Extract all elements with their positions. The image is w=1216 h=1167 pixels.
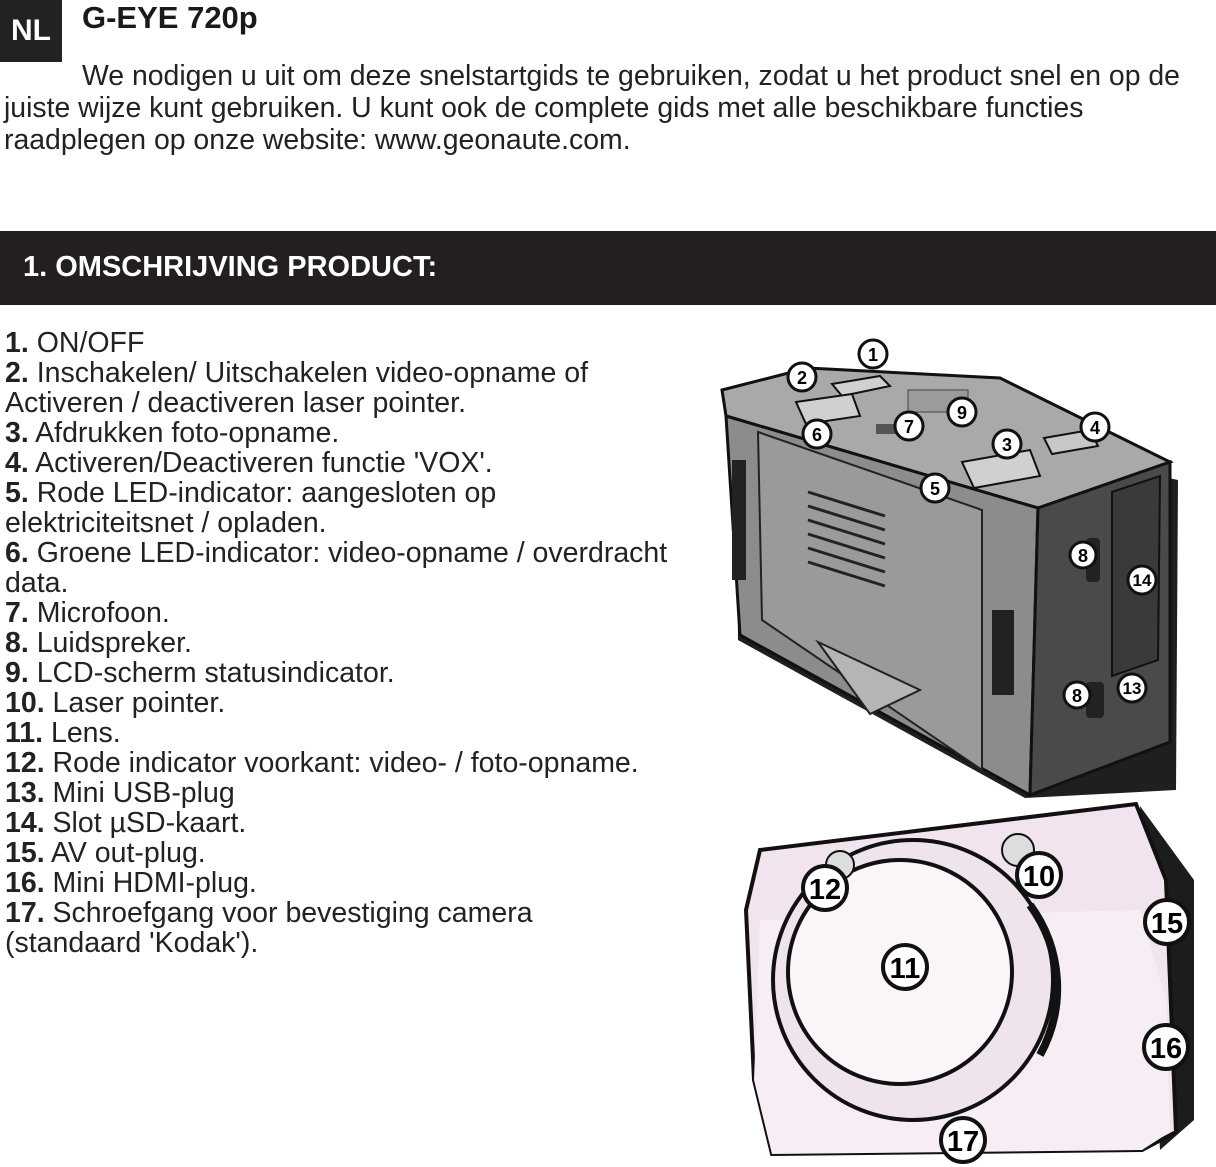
- part-description: Lens.: [50, 717, 121, 749]
- part-item: [5, 478, 670, 538]
- part-description: Activeren/Deactiveren functie 'VOX'.: [35, 447, 493, 479]
- part-number: 11.: [5, 717, 44, 749]
- callout: [941, 1118, 985, 1162]
- part-item: [5, 538, 670, 598]
- camera-figure: [700, 320, 1216, 1167]
- callout: [883, 945, 927, 989]
- callout-label: 10: [1022, 861, 1056, 893]
- callout-label: 11: [889, 953, 921, 985]
- part-description: Schroefgang voor bevestiging camera (standaard 'Kodak').: [5, 897, 533, 959]
- part-description: Rode indicator voorkant: video- / foto-opname.: [52, 747, 639, 779]
- part-number: 7.: [5, 597, 29, 629]
- part-description: Inschakelen/ Uitschakelen video-opname of Activeren / deactiveren laser pointer.: [5, 357, 589, 419]
- section-title: 1. OMSCHRIJVING PRODUCT:: [23, 251, 438, 283]
- part-description: Microfoon.: [36, 597, 170, 629]
- callout-label: 17: [946, 1126, 980, 1158]
- part-number: 3.: [5, 417, 29, 449]
- part-item: [5, 448, 670, 478]
- part-description: Groene LED-indicator: video-opname / overdracht data.: [5, 537, 668, 599]
- part-number: 12.: [5, 747, 45, 779]
- callout: [1064, 682, 1090, 708]
- callout: [895, 412, 923, 440]
- part-description: Mini USB-plug: [52, 777, 235, 809]
- part-number: 5.: [5, 477, 29, 509]
- part-item: [5, 418, 670, 448]
- part-item: [5, 778, 670, 808]
- callout-label: 16: [1149, 1033, 1183, 1065]
- callout: [803, 866, 847, 910]
- part-item: [5, 658, 670, 688]
- callout-label: 15: [1150, 908, 1184, 940]
- callout: [1144, 1025, 1188, 1069]
- part-description: AV out-plug.: [50, 837, 206, 869]
- part-description: Laser pointer.: [52, 687, 226, 719]
- section-header-bar: [0, 231, 1216, 305]
- callout-label: 4: [1089, 418, 1101, 438]
- callout: [859, 340, 887, 368]
- camera-back-view: [722, 368, 1178, 798]
- part-number: 2.: [5, 357, 29, 389]
- part-item: [5, 598, 670, 628]
- callout-label: 8: [1071, 686, 1083, 706]
- callout-label: 12: [808, 874, 842, 906]
- part-item: [5, 358, 670, 418]
- callout-label: 8: [1077, 546, 1089, 566]
- callout: [948, 398, 976, 426]
- callout-label: 1: [867, 345, 879, 365]
- page-title: G-EYE 720p: [82, 0, 258, 35]
- callout: [1145, 900, 1189, 944]
- callout-label: 3: [1001, 435, 1013, 455]
- part-number: 15.: [5, 837, 45, 869]
- callout: [1081, 413, 1109, 441]
- part-item: [5, 718, 670, 748]
- callout-label: 9: [956, 403, 968, 423]
- parts-list: [5, 328, 670, 958]
- part-description: Mini HDMI-plug.: [52, 867, 257, 899]
- callout-label: 13: [1122, 679, 1142, 698]
- callout-label: 5: [929, 479, 941, 499]
- part-number: 4.: [5, 447, 29, 479]
- part-number: 14.: [5, 807, 45, 839]
- callout: [1118, 674, 1146, 702]
- part-number: 6.: [5, 537, 29, 569]
- part-item: [5, 838, 670, 868]
- camera-front-view: [746, 804, 1194, 1154]
- part-number: 1.: [5, 327, 29, 359]
- part-description: Afdrukken foto-opname.: [35, 417, 340, 449]
- part-item: [5, 898, 670, 958]
- part-number: 8.: [5, 627, 29, 659]
- callout: [1128, 566, 1156, 594]
- callout-label: 2: [796, 368, 808, 388]
- part-number: 13.: [5, 777, 45, 809]
- part-description: Rode LED-indicator: aangesloten op elektriciteitsnet / opladen.: [5, 477, 497, 539]
- part-item: [5, 868, 670, 898]
- callout: [803, 420, 831, 448]
- part-item: [5, 748, 670, 778]
- part-description: LCD-scherm statusindicator.: [36, 657, 395, 689]
- part-item: [5, 808, 670, 838]
- part-item: [5, 328, 670, 358]
- part-number: 16.: [5, 867, 45, 899]
- callout-label: 6: [811, 425, 823, 445]
- part-description: Luidspreker.: [36, 627, 192, 659]
- intro-paragraph: We nodigen u uit om deze snelstartgids te gebruiken, zodat u het product snel en op de juiste wijze kunt gebruiken. U kunt ook de complete gids met alle beschikbare functies raadplegen op onze website: www.geonaute.com.: [4, 60, 1180, 156]
- part-number: 9.: [5, 657, 29, 689]
- part-description: ON/OFF: [36, 327, 145, 359]
- part-item: [5, 628, 670, 658]
- callout: [788, 363, 816, 391]
- callout: [1070, 542, 1096, 568]
- part-description: Slot µSD-kaart.: [52, 807, 247, 839]
- part-number: 10.: [5, 687, 45, 719]
- part-item: [5, 688, 670, 718]
- callout: [921, 474, 949, 502]
- language-badge: NL: [0, 0, 62, 62]
- part-number: 17.: [5, 897, 45, 929]
- callout: [1017, 853, 1061, 897]
- callout: [993, 430, 1021, 458]
- callout-label: 7: [903, 417, 915, 437]
- callout-label: 14: [1132, 571, 1152, 590]
